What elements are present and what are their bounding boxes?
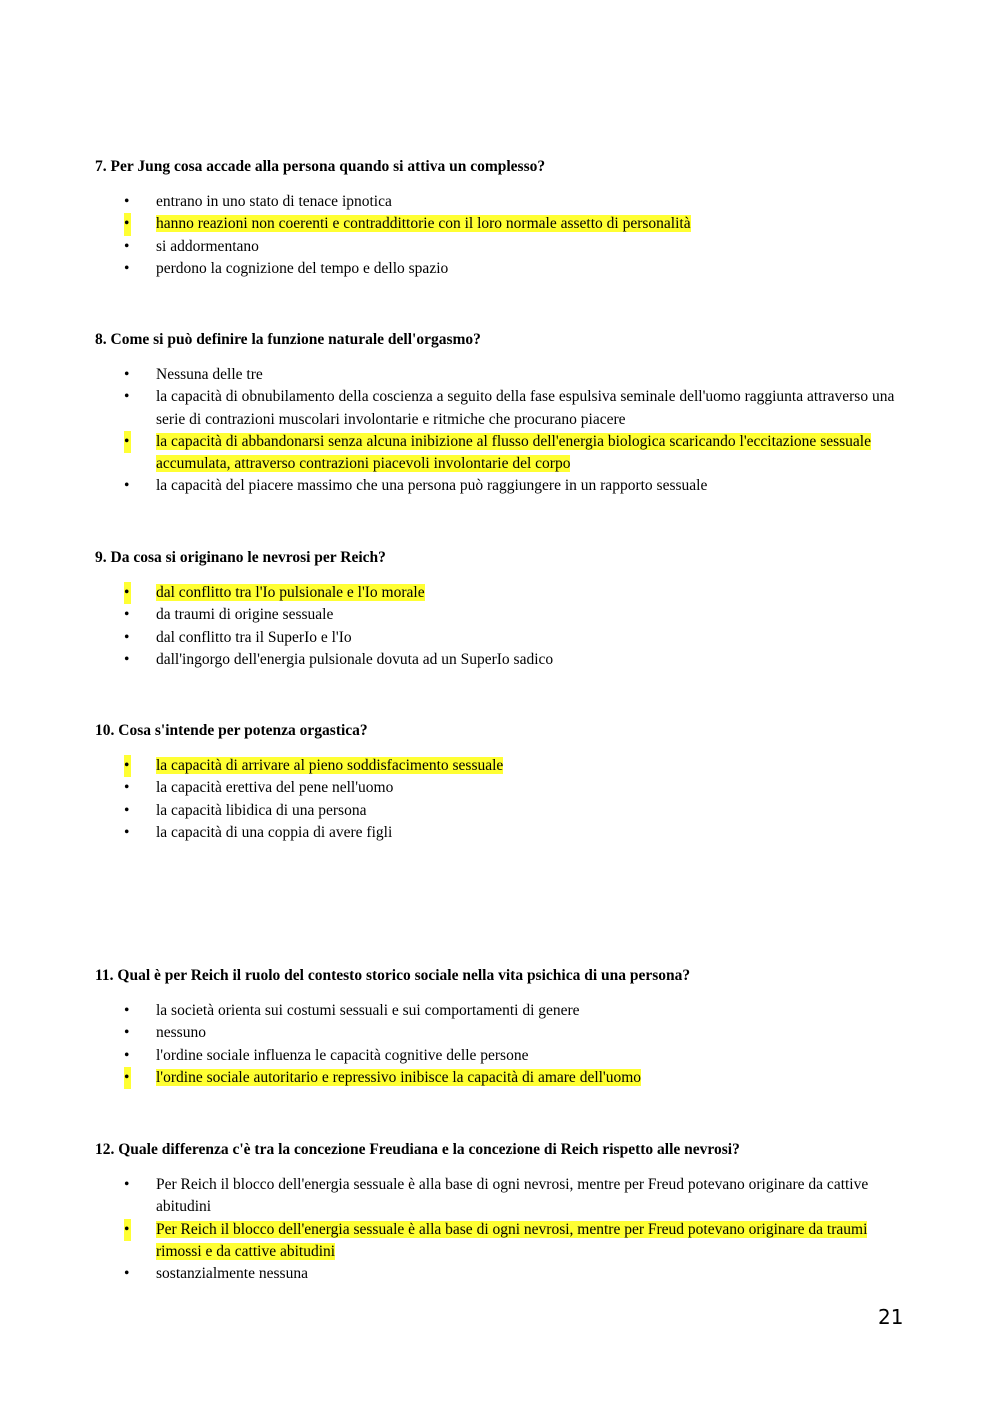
bullet-icon: • bbox=[124, 606, 130, 624]
answer-option-highlighted: • la capacità di arrivare al pieno soddisfacimento sessuale bbox=[95, 755, 915, 777]
bullet-icon: • bbox=[124, 779, 130, 797]
answer-option-highlighted: • hanno reazioni non coerenti e contraddittorie con il loro normale assetto di personalità bbox=[95, 213, 915, 235]
bullet-icon: • bbox=[124, 801, 130, 819]
answer-option: • perdono la cognizione del tempo e dello spazio bbox=[95, 258, 915, 280]
bullet-icon: • bbox=[124, 366, 130, 383]
bullet-icon: • bbox=[124, 1219, 131, 1241]
answer-option: • Per Reich il blocco dell'energia sessuale è alla base di ogni nevrosi, mentre per Freud potevano originare da cattive abitudini bbox=[124, 1176, 869, 1216]
question-8 bbox=[95, 329, 915, 498]
answer-option: • la capacità libidica di una persona bbox=[95, 800, 915, 822]
answer-option-highlighted: • Per Reich il blocco dell'energia sessuale è alla base di ogni nevrosi, mentre per Freud potevano originare da traumi rimossi e da cattive abitudini bbox=[124, 1220, 868, 1260]
bullet-icon: • bbox=[124, 1002, 130, 1019]
question-7 bbox=[95, 156, 915, 280]
bullet-icon: • bbox=[124, 1067, 131, 1089]
bullet-icon: • bbox=[124, 431, 131, 453]
answer-option: • la società orienta sui costumi sessuali e sui comportamenti di genere bbox=[95, 1000, 915, 1022]
answer-option-highlighted: • la capacità di abbandonarsi senza alcuna inibizione al flusso dell'energia biologica scaricando l'eccitazione sessuale accumulata, attraverso contrazioni piacevoli involontarie del corpo bbox=[124, 432, 871, 473]
bullet-icon: • bbox=[124, 1176, 130, 1193]
question-title: 8. Come si può definire la funzione naturale dell'orgasmo? bbox=[95, 331, 481, 348]
bullet-icon: • bbox=[124, 1046, 130, 1064]
bullet-icon: • bbox=[124, 628, 130, 646]
bullet-icon: • bbox=[124, 259, 130, 277]
bullet-icon: • bbox=[124, 755, 131, 777]
bullet-icon: • bbox=[124, 388, 130, 406]
question-11 bbox=[95, 965, 915, 1089]
question-9 bbox=[95, 547, 915, 671]
bullet-icon: • bbox=[124, 213, 131, 235]
answer-option: • nessuno bbox=[95, 1022, 915, 1044]
question-title: 9. Da cosa si originano le nevrosi per Reich? bbox=[95, 549, 386, 566]
answer-list bbox=[95, 1000, 915, 1089]
bullet-icon: • bbox=[124, 1024, 130, 1042]
question-title: 7. Per Jung cosa accade alla persona quando si attiva un complesso? bbox=[95, 158, 546, 175]
answer-option: • da traumi di origine sessuale bbox=[95, 604, 915, 626]
page-number: 21 bbox=[878, 1305, 904, 1329]
answer-list bbox=[95, 191, 915, 280]
answer-option: • la capacità di obnubilamento della coscienza a seguito della fase espulsiva seminale dell'uomo raggiunta attraverso una serie di contrazioni muscolari involontarie e ritmiche che procurano piacere bbox=[124, 388, 895, 428]
answer-option: • Nessuna delle tre bbox=[95, 364, 915, 386]
answer-option: • la capacità erettiva del pene nell'uomo bbox=[95, 777, 915, 799]
answer-option: • la capacità di una coppia di avere figli bbox=[95, 822, 915, 844]
answer-option-highlighted: • l'ordine sociale autoritario e repressivo inibisce la capacità di amare dell'uomo bbox=[95, 1067, 915, 1089]
bullet-icon: • bbox=[124, 650, 130, 668]
answer-option: • dall'ingorgo dell'energia pulsionale dovuta ad un SuperIo sadico bbox=[95, 649, 915, 671]
answer-option: • dal conflitto tra il SuperIo e l'Io bbox=[95, 627, 915, 649]
answer-list bbox=[95, 1174, 915, 1285]
answer-option: • sostanzialmente nessuna bbox=[95, 1263, 915, 1285]
question-12 bbox=[95, 1139, 915, 1285]
answer-option: • si addormentano bbox=[95, 236, 915, 258]
question-title: 11. Qual è per Reich il ruolo del contesto storico sociale nella vita psichica di una persona? bbox=[95, 967, 691, 984]
bullet-icon: • bbox=[124, 823, 130, 841]
bullet-icon: • bbox=[124, 193, 130, 210]
answer-list bbox=[95, 364, 915, 498]
bullet-icon: • bbox=[124, 477, 130, 495]
question-title: 10. Cosa s'intende per potenza orgastica? bbox=[95, 722, 368, 739]
question-10 bbox=[95, 720, 915, 844]
bullet-icon: • bbox=[124, 582, 131, 604]
answer-option: • l'ordine sociale influenza le capacità cognitive delle persone bbox=[95, 1045, 915, 1067]
bullet-icon: • bbox=[124, 1265, 130, 1283]
bullet-icon: • bbox=[124, 237, 130, 255]
answer-option: • la capacità del piacere massimo che una persona può raggiungere in un rapporto sessuale bbox=[95, 475, 915, 497]
answer-option-highlighted: • dal conflitto tra l'Io pulsionale e l'Io morale bbox=[95, 582, 915, 604]
answer-option: • entrano in uno stato di tenace ipnotica bbox=[95, 191, 915, 213]
answer-list bbox=[95, 582, 915, 671]
question-title: 12. Quale differenza c'è tra la concezione Freudiana e la concezione di Reich rispetto alle nevrosi? bbox=[95, 1141, 740, 1158]
answer-list bbox=[95, 755, 915, 844]
